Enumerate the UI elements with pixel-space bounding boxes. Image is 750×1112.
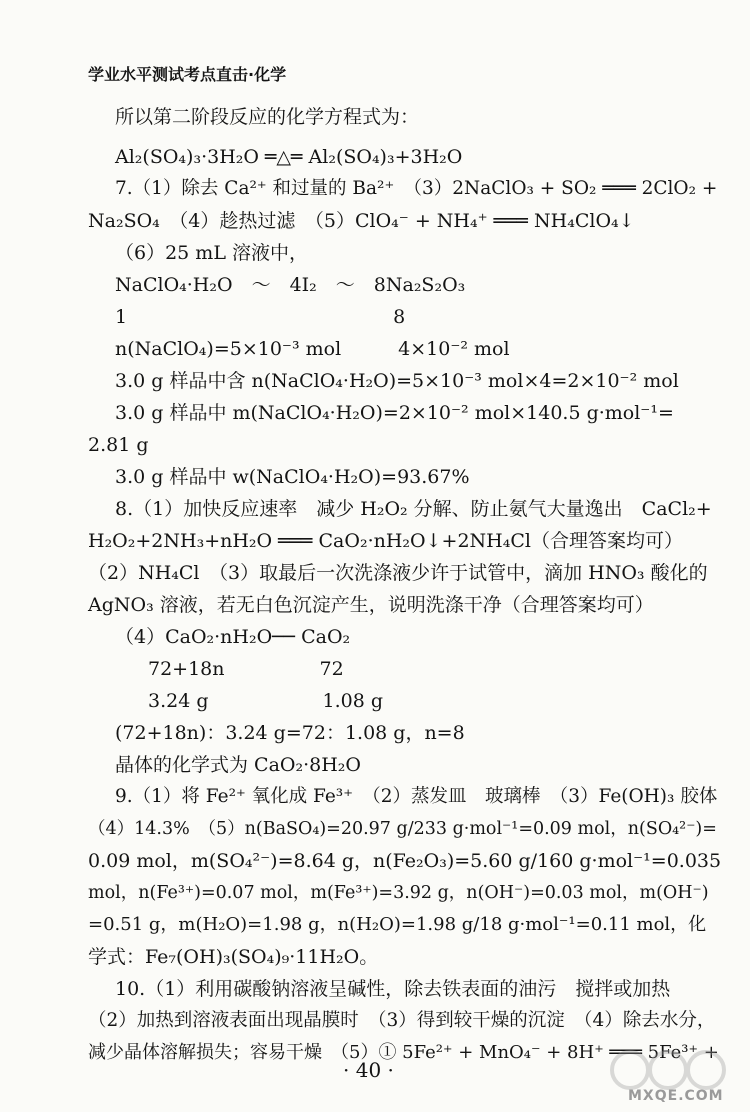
text-line: 10.（1）利用碳酸钠溶液呈碱性，除去铁表面的油污 搅拌或加热 <box>115 978 671 1000</box>
text-line: 3.0 g 样品中 w(NaClO₄·H₂O)=93.67% <box>115 466 470 488</box>
watermark-text: MXQE.COM <box>628 1088 724 1104</box>
text-line: 减少晶体溶解损失；容易干燥 （5）① 5Fe²⁺ + MnO₄⁻ + 8H⁺ ═══ 5Fe³⁺ + <box>88 1042 719 1063</box>
text-line: （4）14.3% （5）n(BaSO₄)=20.97 g/233 g·mol⁻¹=0.09 mol，n(SO₄²⁻)= <box>88 819 717 839</box>
text-line: Na₂SO₄ （4）趁热过滤 （5）ClO₄⁻ + NH₄⁺ ═══ NH₄ClO₄↓ <box>88 210 635 232</box>
text-line: 9.（1）将 Fe²⁺ 氧化成 Fe³⁺ （2）蒸发皿 玻璃棒 （3）Fe(OH)₃ 胶体 <box>115 786 718 807</box>
text-line: H₂O₂+2NH₃+nH₂O ═══ CaO₂·nH₂O↓+2NH₄Cl（合理答案均可） <box>88 530 683 552</box>
text-line: 0.09 mol，m(SO₄²⁻)=8.64 g，n(Fe₂O₃)=5.60 g/160 g·mol⁻¹=0.035 <box>88 850 722 872</box>
text-line: （4）CaO₂·nH₂O── CaO₂ <box>115 626 351 648</box>
text-line: AgNO₃ 溶液，若无白色沉淀产生，说明洗涤干净（合理答案均可） <box>88 594 654 616</box>
text-line: (72+18n)：3.24 g=72：1.08 g，n=8 <box>115 722 465 744</box>
text-line: 7.（1）除去 Ca²⁺ 和过量的 Ba²⁺ （3）2NaClO₃ + SO₂ ═══ 2ClO₂ + <box>115 178 718 199</box>
page-header: 学业水平测试考点直击·化学 <box>88 65 287 84</box>
text-line: 8.（1）加快反应速率 减少 H₂O₂ 分解、防止氨气大量逸出 CaCl₂+ <box>115 498 712 520</box>
text-line: 晶体的化学式为 CaO₂·8H₂O <box>115 754 361 776</box>
text-line: NaClO₄·H₂O ～ 4I₂ ～ 8Na₂S₂O₃ <box>115 274 466 296</box>
text-line: 3.0 g 样品中 m(NaClO₄·H₂O)=2×10⁻² mol×140.5 g·mol⁻¹= <box>115 402 674 424</box>
page-number: · 40 · <box>343 1058 394 1082</box>
text-line: （2）加热到溶液表面出现晶膜时 （3）得到较干燥的沉淀 （4）除去水分， <box>88 1010 716 1031</box>
text-line: =0.51 g，m(H₂O)=1.98 g，n(H₂O)=1.98 g/18 g·mol⁻¹=0.11 mol，化 <box>88 914 707 935</box>
text-line: 所以第二阶段反应的化学方程式为： <box>115 106 420 128</box>
text-line: 2.81 g <box>88 434 149 456</box>
text-line: 1 8 <box>115 306 406 328</box>
text-line: 3.24 g 1.08 g <box>148 690 384 712</box>
text-line: （2）NH₄Cl （3）取最后一次洗涤液少许于试管中，滴加 HNO₃ 酸化的 <box>88 562 708 584</box>
text-line: 3.0 g 样品中含 n(NaClO₄·H₂O)=5×10⁻³ mol×4=2×10⁻² mol <box>115 370 679 392</box>
text-line: 学式：Fe₇(OH)₃(SO₄)₉·11H₂O。 <box>88 946 379 968</box>
text-line: mol，n(Fe³⁺)=0.07 mol，m(Fe³⁺)=3.92 g，n(OH⁻)=0.03 mol，m(OH⁻) <box>88 883 709 903</box>
text-line: n(NaClO₄)=5×10⁻³ mol 4×10⁻² mol <box>115 338 510 360</box>
text-line: 72+18n 72 <box>148 658 344 680</box>
text-line: （6）25 mL 溶液中， <box>115 242 308 264</box>
text-line: Al₂(SO₄)₃·3H₂O ═△═ Al₂(SO₄)₃+3H₂O <box>115 146 463 168</box>
